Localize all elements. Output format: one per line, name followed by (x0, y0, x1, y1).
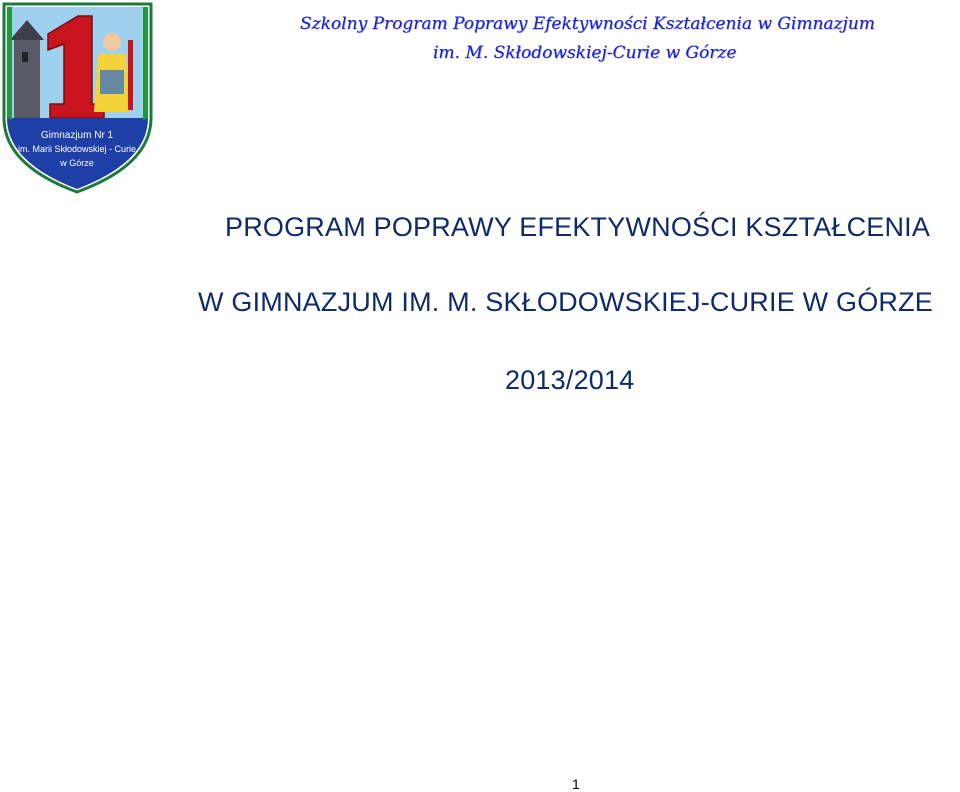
document-school-year: 2013/2014 (505, 365, 635, 395)
crest-text-line-3: w Górze (60, 158, 94, 168)
header-title-line-1: Szkolny Program Poprawy Efektywności Kształcenia w Gimnazjum (300, 14, 875, 34)
header-title-line-2: im. M. Skłodowskiej-Curie w Górze (433, 43, 737, 63)
crest-text-line-2: im. Marii Skłodowskiej - Curie (17, 144, 137, 154)
document-title-line-2: W GIMNAZJUM IM. M. SKŁODOWSKIEJ-CURIE W GÓRZE (198, 287, 933, 317)
document-title-line-1: PROGRAM POPRAWY EFEKTYWNOŚCI KSZTAŁCENIA (225, 212, 931, 242)
crest-text-line-1: Gimnazjum Nr 1 (40, 130, 114, 141)
school-crest-logo (0, 0, 155, 195)
page-number: 1 (572, 776, 580, 792)
tower-shape (14, 38, 40, 118)
